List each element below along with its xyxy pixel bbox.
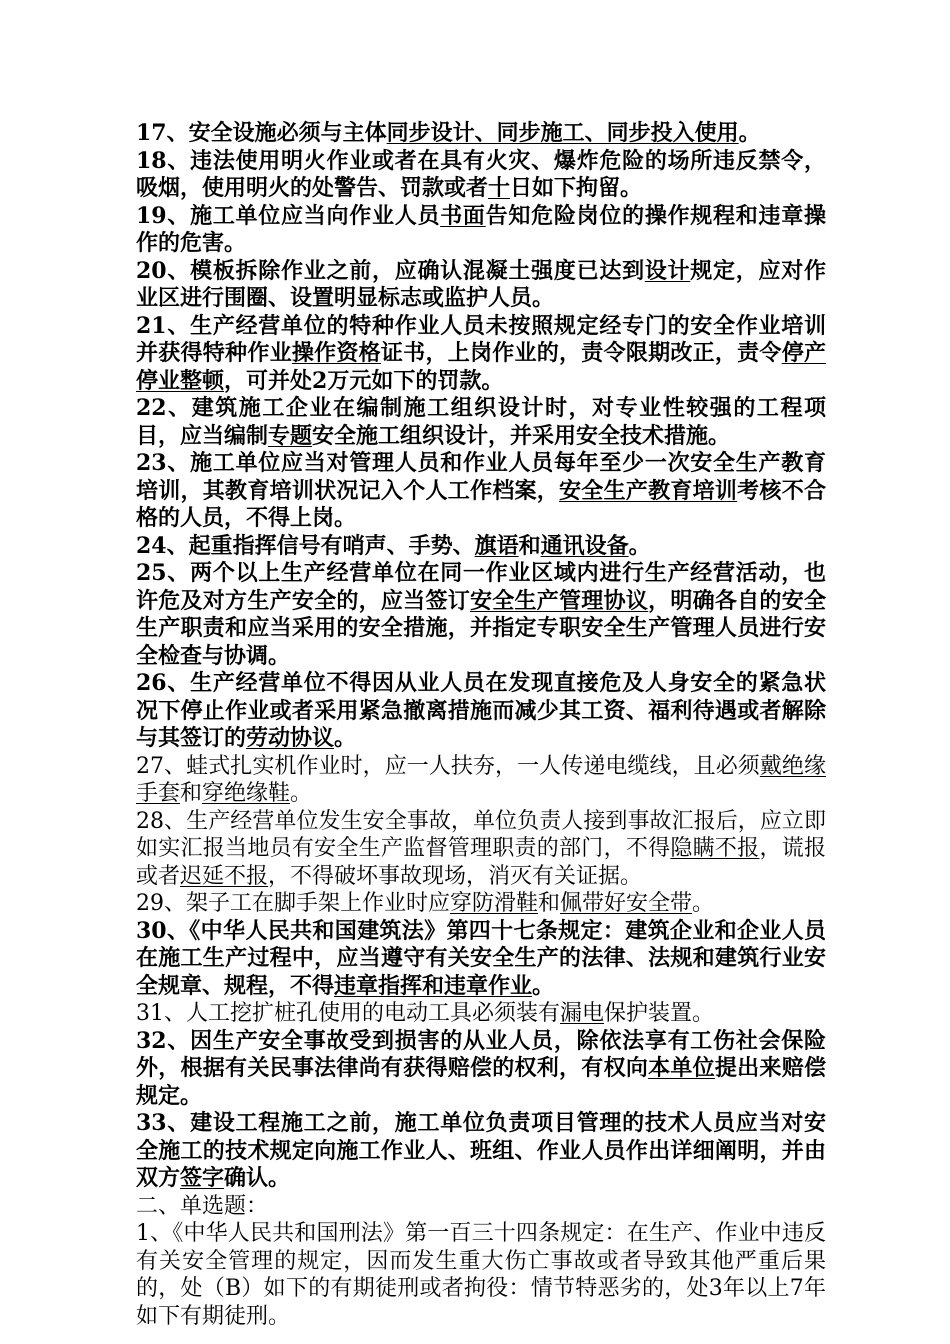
question-paragraph <box>136 450 826 533</box>
question-paragraph <box>136 753 826 808</box>
answer-underlined: 安全生产教育培训 <box>559 477 738 504</box>
question-text: 。 <box>692 891 715 916</box>
question-text: 。 <box>290 781 313 806</box>
answer-underlined: 旗语 <box>474 532 519 559</box>
question-text: 考核不合格的人员，不得上岗。 <box>136 477 826 531</box>
answer-underlined: 佩带好安全带 <box>560 891 693 916</box>
question-text: 安全施工组织设计，并采用安全技术措施。 <box>312 422 731 449</box>
question-text: 17、安全设施必须与主体 <box>136 120 387 146</box>
question-text: 日如下拘留。 <box>510 175 643 201</box>
question-paragraph <box>136 1110 826 1193</box>
answer-underlined: 本单位 <box>648 1055 715 1081</box>
section-heading <box>136 1193 826 1221</box>
answer-underlined: 戴绝缘手套 <box>136 753 826 806</box>
question-text: 确认。 <box>224 1165 291 1191</box>
answer-underlined: 通讯设备 <box>540 532 629 559</box>
question-text: ，明确各自的安全生产职责和应当采用的安全措施，并指定专职安全生产管理人员进行安全检查与协调。 <box>136 587 826 669</box>
question-text: 证书，上岗作业的，责令限期改正，责令 <box>380 340 782 366</box>
question-text: 和 <box>518 532 541 559</box>
question-text: 24、起重指挥信号有哨声、手势、 <box>136 532 475 559</box>
question-text: ，谎报或者 <box>136 836 826 889</box>
question-text: 告知危险岗位的操作规程和违章操作的危害。 <box>136 202 826 256</box>
answer-underlined: 违章指挥和违章作业 <box>334 972 533 999</box>
question-text: 26、生产经营单位不得因从业人员在发现直接危及人身安全的紧急状况下停止作业或者采用紧急撤离措施而减少其工资、福利待遇或者解除与其签订的 <box>136 670 826 751</box>
question-text: 28、生产经营单位发生安全事故，单位负责人接到事故汇报后，应立即如实汇报当地员有安全生产监督管理职责的部门，不得 <box>136 808 826 861</box>
question-text: 二、单选题： <box>136 1193 269 1219</box>
answer-underlined: 停产停业整顿 <box>136 340 826 394</box>
question-text: 。 <box>532 972 555 999</box>
answer-underlined: 书面 <box>440 202 486 229</box>
question-text: 18、违法使用明火作业或者在具有火灾、爆炸危险的场所违反禁令，吸烟，使用明火的处警告、罚款或者 <box>136 147 826 201</box>
question-text: 20、模板拆除作业之前，应确认混凝土强度已达到 <box>136 257 645 284</box>
question-text: 提出来赔偿规定。 <box>136 1055 826 1109</box>
question-paragraph <box>136 120 826 148</box>
answer-underlined: 隐瞒不报 <box>670 836 760 861</box>
question-text: 22、建筑施工企业在编制施工组织设计时，对专业性较强的工程项目，应当编制 <box>136 395 826 449</box>
question-text: 规定，应对作业区进行围圈、设置明显标志或监护人员。 <box>136 257 826 311</box>
question-text: 29、架子工在脚手架上作业时应 <box>136 891 450 916</box>
answer-underlined: 劳动协议 <box>246 725 335 751</box>
question-text: 。 <box>334 725 357 751</box>
question-text: 27、蛙式扎实机作业时，应一人扶夯，一人传递电缆线，且必须 <box>136 753 760 779</box>
question-paragraph <box>136 148 826 203</box>
question-paragraph <box>136 1220 826 1330</box>
question-paragraph <box>136 258 826 313</box>
question-paragraph <box>136 808 826 891</box>
answer-underlined: 设计 <box>644 257 691 284</box>
question-paragraph <box>136 918 826 1001</box>
answer-underlined: 专题 <box>268 422 313 449</box>
answer-underlined: 签字 <box>180 1165 225 1191</box>
answer-underlined: 漏电 <box>560 1001 605 1026</box>
answer-underlined: 操作资格 <box>291 340 381 366</box>
question-text: 32、因生产安全事故受到损害的从业人员，除依法享有工伤社会保险外，根据有关民事法律尚有获得赔偿的权利，有权向 <box>136 1027 826 1081</box>
question-text: 31、人工挖扩桩孔使用的电动工具必须装有 <box>136 1001 560 1026</box>
question-text: 保护装置。 <box>604 1001 715 1026</box>
question-text: 和 <box>538 891 561 916</box>
question-paragraph <box>136 313 826 396</box>
question-text: 。 <box>628 532 651 559</box>
question-text: ，可并处2万元如下的罚款。 <box>224 367 504 394</box>
question-paragraph <box>136 395 826 450</box>
question-text: 1、《中华人民共和国刑法》第一百三十四条规定：在生产、作业中违反有关安全管理的规定，因而发生重大伤亡事故或者导致其他严重后果的，处（B）如下的有期徒刑或者拘役：情节特恶劣的，处3年以上7年如下有期徒刑。 <box>136 1221 826 1329</box>
question-paragraph <box>136 1000 826 1028</box>
document-page <box>136 120 826 1330</box>
question-text: 23、施工单位应当对管理人员和作业人员每年至少一次安全生产教育培训，其教育培训状况记入个人工作档案， <box>136 450 826 504</box>
answer-underlined: 同步设计、同步施工、同步投入使用 <box>386 120 739 146</box>
question-text: 33、建设工程施工之前，施工单位负责项目管理的技术人员应当对安全施工的技术规定向施工作业人、班组、作业人员作出详细阐明，并由双方 <box>136 1110 826 1191</box>
question-paragraph <box>136 890 826 918</box>
question-paragraph <box>136 533 826 561</box>
question-text: 30、《中华人民共和国建筑法》第四十七条规定：建筑企业和企业人员在施工生产过程中，应当遵守有关安全生产的法律、法规和建筑行业安全规章、规程，不得 <box>136 917 826 999</box>
question-text: 和 <box>180 781 203 806</box>
question-paragraph <box>136 670 826 753</box>
answer-underlined: 穿防滑鞋 <box>450 891 539 916</box>
question-paragraph <box>136 1028 826 1111</box>
question-text: 。 <box>738 120 761 146</box>
question-text: 19、施工单位应当向作业人员 <box>136 202 441 229</box>
question-paragraph <box>136 560 826 670</box>
question-text: 21、生产经营单位的特种作业人员未按照规定经专门的安全作业培训并获得特种作业 <box>136 312 826 366</box>
answer-underlined: 安全生产管理协议 <box>469 587 649 614</box>
question-paragraph <box>136 203 826 258</box>
answer-underlined: 迟延不报 <box>180 863 269 889</box>
answer-underlined: 十 <box>488 175 511 201</box>
answer-underlined: 穿绝缘鞋 <box>202 781 291 806</box>
question-text: ，不得破坏事故现场，消灭有关证据。 <box>268 863 643 889</box>
question-text: 25、两个以上生产经营单位在同一作业区域内进行生产经营活动，也许危及对方生产安全的，应当签订 <box>136 560 826 614</box>
